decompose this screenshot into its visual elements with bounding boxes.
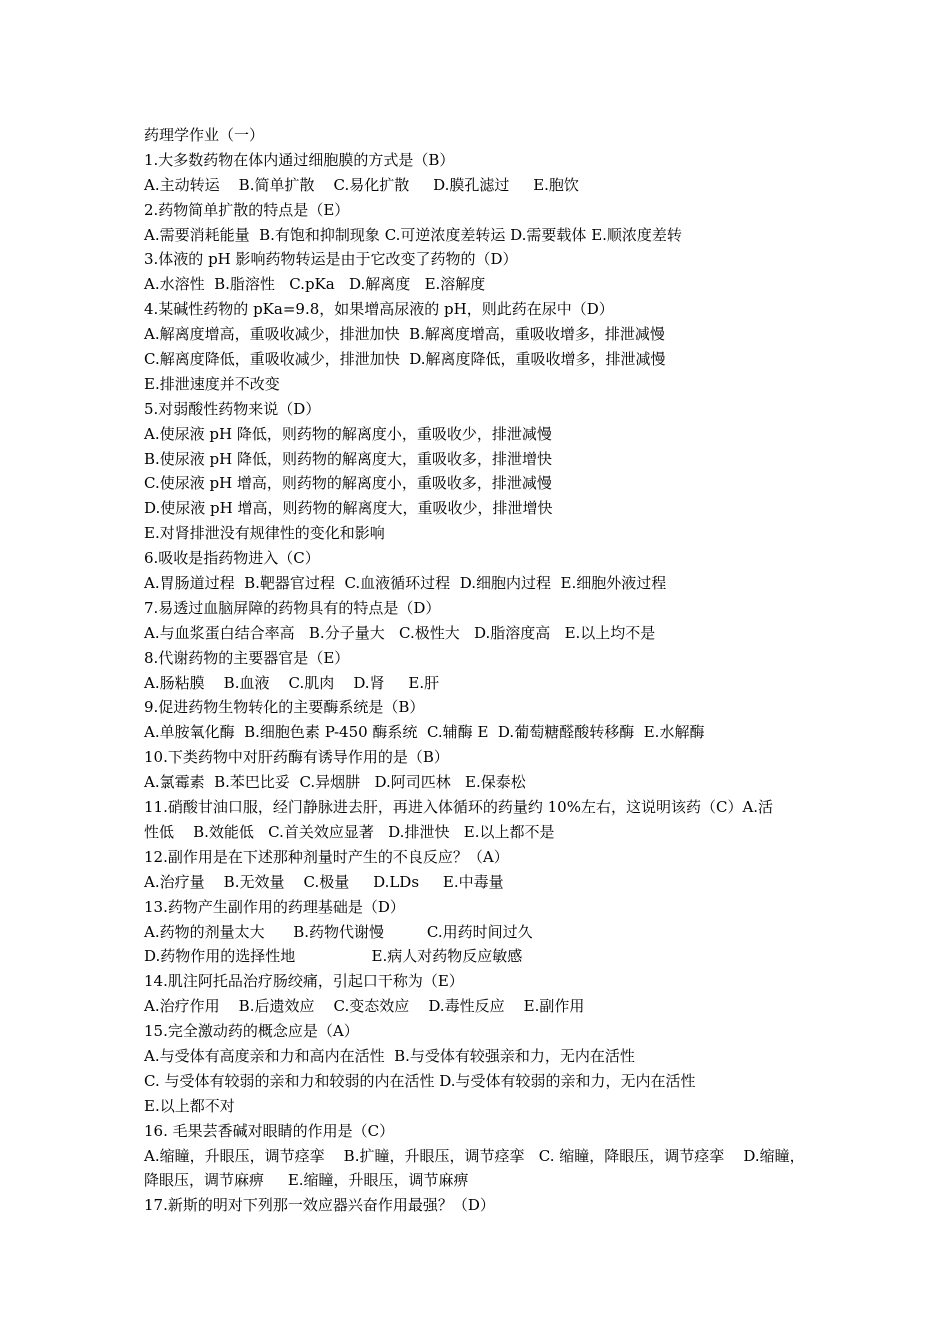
question-13: 13.药物产生副作用的药理基础是（D） [144, 897, 405, 916]
question-12: 12.副作用是在下述那种剂量时产生的不良反应？（A） [144, 847, 509, 866]
question-15-options: E.以上都不对 [144, 1096, 235, 1115]
question-11: 11.硝酸甘油口服，经门静脉进去肝，再进入体循环的药量约 10%左右，这说明该药（C）A.活 [144, 798, 774, 817]
question-16: 16. 毛果芸香碱对眼睛的作用是（C） [144, 1121, 395, 1140]
question-4: 4.某碱性药物的 pKa=9.8，如果增高尿液的 pH，则此药在尿中（D） [144, 300, 614, 319]
question-7-options: A.与血浆蛋白结合率高 B.分子量大 C.极性大 D.脂溶度高 E.以上均不是 [144, 623, 656, 642]
question-5-option: B.使尿液 pH 降低，则药物的解离度大，重吸收多，排泄增快 [144, 449, 553, 468]
question-13-options: D.药物作用的选择性地 E.病人对药物反应敏感 [144, 947, 523, 966]
question-6: 6.吸收是指药物进入（C） [144, 549, 320, 568]
question-5-option: C.使尿液 pH 增高，则药物的解离度小，重吸收多，排泄减慢 [144, 474, 552, 493]
question-2-options: A.需要消耗能量 B.有饱和抑制现象 C.可逆浓度差转运 D.需要载体 E.顺浓度差转 [144, 225, 682, 244]
question-14: 14.肌注阿托品治疗肠绞痛，引起口干称为（E） [144, 972, 464, 991]
question-10: 10.下类药物中对肝药酶有诱导作用的是（B） [144, 748, 449, 767]
question-16-options: A.缩瞳，升眼压，调节痉挛 B.扩瞳，升眼压，调节痉挛 C. 缩瞳，降眼压，调节痉挛 D.缩瞳， [144, 1146, 805, 1165]
question-5-option: D.使尿液 pH 增高，则药物的解离度大，重吸收少，排泄增快 [144, 499, 553, 518]
document-page [144, 123, 816, 1218]
question-9: 9.促进药物生物转化的主要酶系统是（B） [144, 698, 425, 717]
question-15-options: A.与受体有高度亲和力和高内在活性 B.与受体有较强亲和力，无内在活性 [144, 1046, 635, 1065]
question-11-options: 性低 B.效能低 C.首关效应显著 D.排泄快 E.以上都不是 [144, 822, 555, 841]
question-8: 8.代谢药物的主要器官是（E） [144, 648, 350, 667]
question-9-options: A.单胺氧化酶 B.细胞色素 P-450 酶系统 C.辅酶 E D.葡萄糖醛酸转移酶 E.水解酶 [144, 723, 705, 742]
question-1: 1.大多数药物在体内通过细胞膜的方式是（B） [144, 150, 455, 169]
question-13-options: A.药物的剂量太大 B.药物代谢慢 C.用药时间过久 [144, 922, 533, 941]
question-4-options: E.排泄速度并不改变 [144, 374, 280, 393]
question-10-options: A.氯霉素 B.苯巴比妥 C.异烟肼 D.阿司匹林 E.保泰松 [144, 773, 526, 792]
question-16-options: 降眼压，调节麻痹 E.缩瞳，升眼压，调节麻痹 [144, 1171, 469, 1190]
document-title: 药理学作业（一） [144, 126, 265, 144]
question-3: 3.体液的 pH 影响药物转运是由于它改变了药物的（D） [144, 250, 518, 269]
question-15: 15.完全激动药的概念应是（A） [144, 1022, 359, 1041]
question-4-options: C.解离度降低，重吸收减少，排泄加快 D.解离度降低，重吸收增多，排泄减慢 [144, 350, 666, 369]
question-14-options: A.治疗作用 B.后遗效应 C.变态效应 D.毒性反应 E.副作用 [144, 997, 585, 1016]
question-7: 7.易透过血脑屏障的药物具有的特点是（D） [144, 598, 441, 617]
question-5-option: A.使尿液 pH 降低，则药物的解离度小，重吸收少，排泄减慢 [144, 424, 552, 443]
question-2: 2.药物简单扩散的特点是（E） [144, 200, 350, 219]
question-4-options: A.解离度增高，重吸收减少，排泄加快 B.解离度增高，重吸收增多，排泄减慢 [144, 325, 665, 344]
question-5: 5.对弱酸性药物来说（D） [144, 399, 321, 418]
question-5-option: E.对肾排泄没有规律性的变化和影响 [144, 524, 385, 543]
question-15-options: C. 与受体有较弱的亲和力和较弱的内在活性 D.与受体有较弱的亲和力，无内在活性 [144, 1071, 696, 1090]
question-1-options: A.主动转运 B.简单扩散 C.易化扩散 D.膜孔滤过 E.胞饮 [144, 175, 579, 194]
question-17: 17.新斯的明对下列那一效应器兴奋作用最强？（D） [144, 1196, 495, 1215]
question-8-options: A.肠粘膜 B.血液 C.肌肉 D.肾 E.肝 [144, 673, 440, 692]
question-12-options: A.治疗量 B.无效量 C.极量 D.LDs E.中毒量 [144, 872, 504, 891]
question-6-options: A.胃肠道过程 B.靶器官过程 C.血液循环过程 D.细胞内过程 E.细胞外液过程 [144, 574, 667, 593]
question-3-options: A.水溶性 B.脂溶性 C.pKa D.解离度 E.溶解度 [144, 275, 486, 294]
